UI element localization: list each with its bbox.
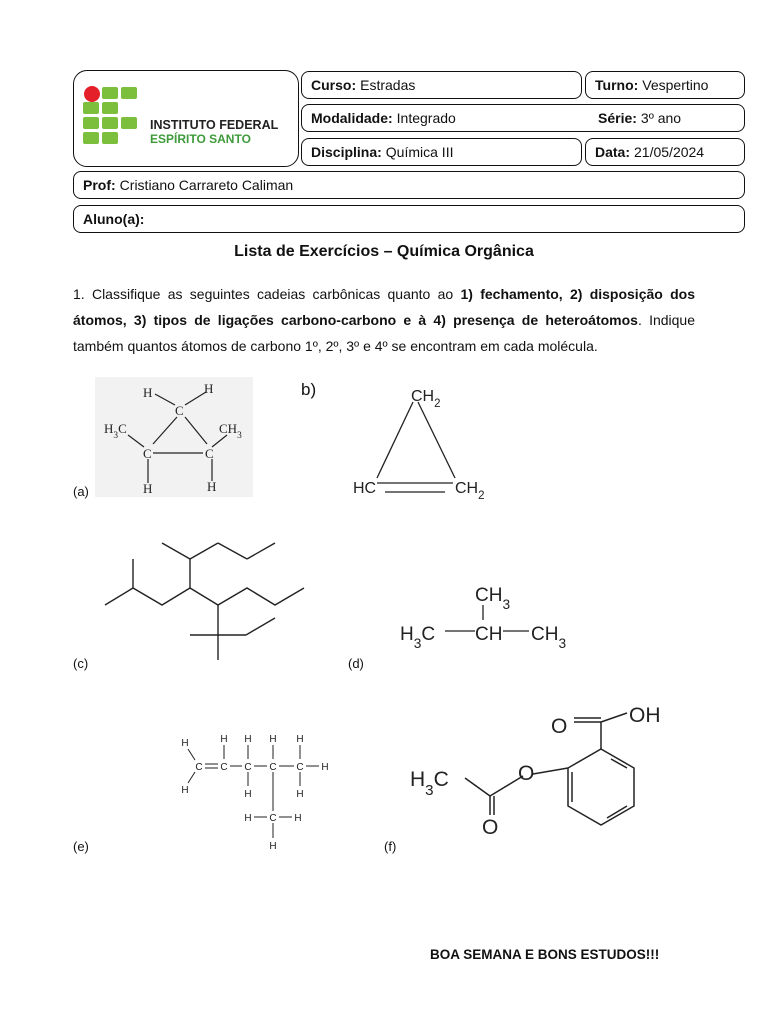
molecule-d (395, 578, 585, 648)
turno-field (585, 71, 745, 99)
institution-name (150, 118, 278, 146)
svg-text:H: H (296, 734, 304, 745)
molecule-f-atom: OH (629, 704, 661, 727)
molecule-a-atom: $CH_3$ (219, 421, 242, 441)
curso-field (301, 71, 582, 99)
modalidade-serie-field (301, 104, 745, 132)
svg-text:H: H (269, 841, 277, 852)
molecule-e (175, 730, 335, 855)
prof-value: Cristiano Carrareto Caliman (119, 177, 294, 193)
svg-text:H: H (244, 734, 252, 745)
molecule-d-atom: $H_3C$ (400, 624, 436, 648)
serie-value: 3º ano (640, 110, 682, 126)
molecule-b-label: b) (301, 380, 317, 399)
aluno-field[interactable] (73, 205, 745, 233)
molecule-e-label: (e) (73, 839, 89, 854)
aluno-label: Aluno(a): (83, 211, 145, 227)
svg-text:C: C (269, 813, 277, 824)
svg-text:H: H (244, 789, 252, 800)
molecule-a-label: (a) (73, 484, 89, 499)
molecule-a-atom: H (143, 385, 153, 400)
svg-text:C: C (296, 762, 304, 773)
molecule-c-label: (c) (73, 656, 89, 671)
molecule-d-atom: $CH_3$ (475, 585, 511, 612)
serie (598, 110, 681, 126)
disciplina-field (301, 138, 582, 166)
svg-text:H: H (181, 738, 189, 749)
page-title: Lista de Exercícios – Química Orgânica (234, 243, 534, 260)
logo-box (73, 70, 299, 167)
molecule-d-label: (d) (348, 656, 364, 671)
molecule-a-atom: C (175, 403, 184, 418)
svg-text:C: C (195, 762, 203, 773)
question-1 (73, 281, 695, 359)
prof-field (73, 171, 745, 199)
svg-text:H: H (269, 734, 277, 745)
turno-label: Turno: (595, 77, 639, 93)
molecule-b-atom: HC (353, 480, 377, 497)
svg-text:H: H (294, 813, 302, 824)
data-field (585, 138, 745, 166)
question-1-text-a: 1. Classifique as seguintes cadeias carbônicas quanto ao (73, 286, 461, 302)
curso-label: Curso: (311, 77, 357, 93)
institution-line2: ESPÍRITO SANTO (150, 132, 251, 146)
svg-text:H: H (181, 785, 189, 796)
prof-label: Prof: (83, 177, 116, 193)
institution-line1: INSTITUTO FEDERAL (150, 118, 279, 132)
disciplina-label: Disciplina: (311, 144, 382, 160)
question-1-text-b: . Indique também quantos átomos de carbono 1º, 2º, 3º e 4º se encontram em cada molécula. (73, 312, 695, 354)
serie-label: Série: (598, 110, 637, 126)
turno-value: Vespertino (642, 77, 709, 93)
molecule-a-atom: H (204, 381, 214, 396)
molecule-a-atom: $H_3C$ (104, 421, 127, 441)
data-label: Data: (595, 144, 631, 160)
curso-value: Estradas (360, 77, 416, 93)
molecule-f-atom: $H_3C$ (410, 768, 449, 799)
molecule-a-atom: H (143, 481, 153, 496)
molecule-b-atom: $CH_2$ (455, 480, 485, 502)
svg-text:H: H (220, 734, 228, 745)
molecule-b (345, 380, 505, 505)
svg-text:C: C (244, 762, 252, 773)
svg-text:C: C (220, 762, 228, 773)
svg-text:C: C (269, 762, 277, 773)
molecule-d-atom: CH (475, 624, 503, 645)
molecule-a-atom: C (143, 446, 152, 461)
svg-text:H: H (321, 762, 329, 773)
modalidade-value: Integrado (396, 110, 456, 126)
molecule-f-atom: O (551, 715, 568, 738)
svg-text:H: H (296, 789, 304, 800)
data-value: 21/05/2024 (634, 144, 705, 160)
molecule-f-atom: O (518, 762, 535, 785)
question-1-bold: 1) fechamento, 2) disposição dos átomos, 3) tipos de ligações carbono-carbono e à 4) presença de heteroátomos (73, 286, 695, 328)
molecule-f (405, 700, 675, 840)
molecule-a-atom: H (207, 479, 217, 494)
molecule-b-atom: $CH_2$ (411, 388, 441, 410)
disciplina-value: Química III (385, 144, 454, 160)
molecule-c (100, 535, 315, 665)
molecule-a-atom: C (205, 446, 214, 461)
molecule-a (95, 377, 255, 499)
molecule-d-atom: $CH_3$ (531, 624, 567, 648)
modalidade-label: Modalidade: (311, 110, 393, 126)
molecule-f-atom: O (482, 816, 499, 839)
footer-message: BOA SEMANA E BONS ESTUDOS!!! (430, 947, 660, 962)
molecule-f-label: (f) (384, 839, 397, 854)
svg-text:H: H (244, 813, 252, 824)
